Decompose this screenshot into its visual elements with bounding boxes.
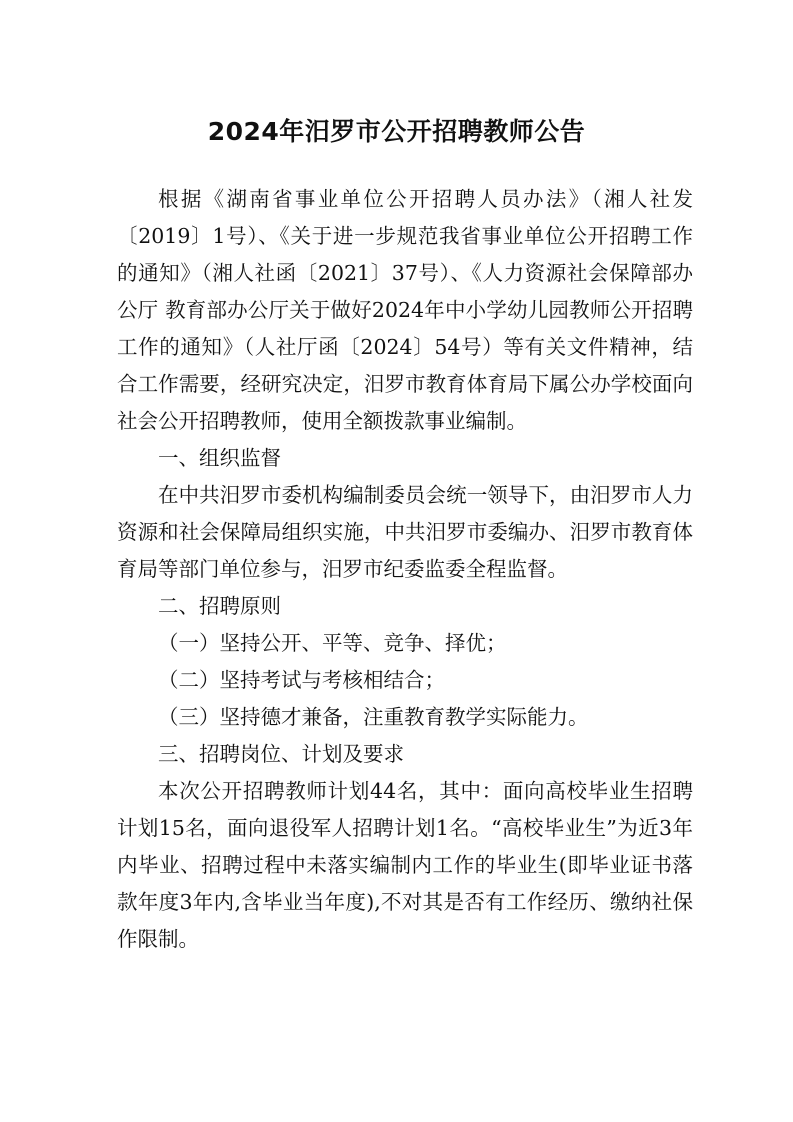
document-title: 2024年汨罗市公开招聘教师公告: [207, 116, 586, 146]
section-heading-organization: 一、组织监督: [158, 446, 281, 470]
document-body: [117, 181, 693, 958]
positions-paragraph: 本次公开招聘教师计划44名，其中：面向高校毕业生招聘计划15名，面向退役军人招聘计划1名。“高校毕业生”为近3年内毕业、招聘过程中未落实编制内工作的毕业生(即毕业证书落款年度3年内,含毕业当年度),不对其是否有工作经历、缴纳社保作限制。: [117, 779, 693, 951]
organization-paragraph: 在中共汨罗市委机构编制委员会统一领导下，由汨罗市人力资源和社会保障局组织实施，中共汨罗市委编办、汨罗市教育体育局等部门单位参与，汨罗市纪委监委全程监督。: [117, 483, 693, 581]
section-heading-principles: 二、招聘原则: [158, 594, 281, 618]
principle-item-2: （二）坚持考试与考核相结合；: [158, 668, 445, 692]
principle-item-1: （一）坚持公开、平等、竞争、择优；: [158, 631, 507, 655]
principle-item-3: （三）坚持德才兼备，注重教育教学实际能力。: [158, 705, 589, 729]
section-heading-positions: 三、招聘岗位、计划及要求: [158, 742, 404, 766]
intro-paragraph: 根据《湖南省事业单位公开招聘人员办法》（湘人社发〔2019〕1号）、《关于进一步规范我省事业单位公开招聘工作的通知》（湘人社函〔2021〕37号）、《人力资源社会保障部办公厅 教育部办公厅关于做好2024年中小学幼儿园教师公开招聘工作的通知》（人社厅函〔2024〕54号）等有关文件精神，结合工作需要，经研究决定，汨罗市教育体育局下属公办学校面向社会公开招聘教师，使用全额拨款事业编制。: [117, 187, 693, 433]
